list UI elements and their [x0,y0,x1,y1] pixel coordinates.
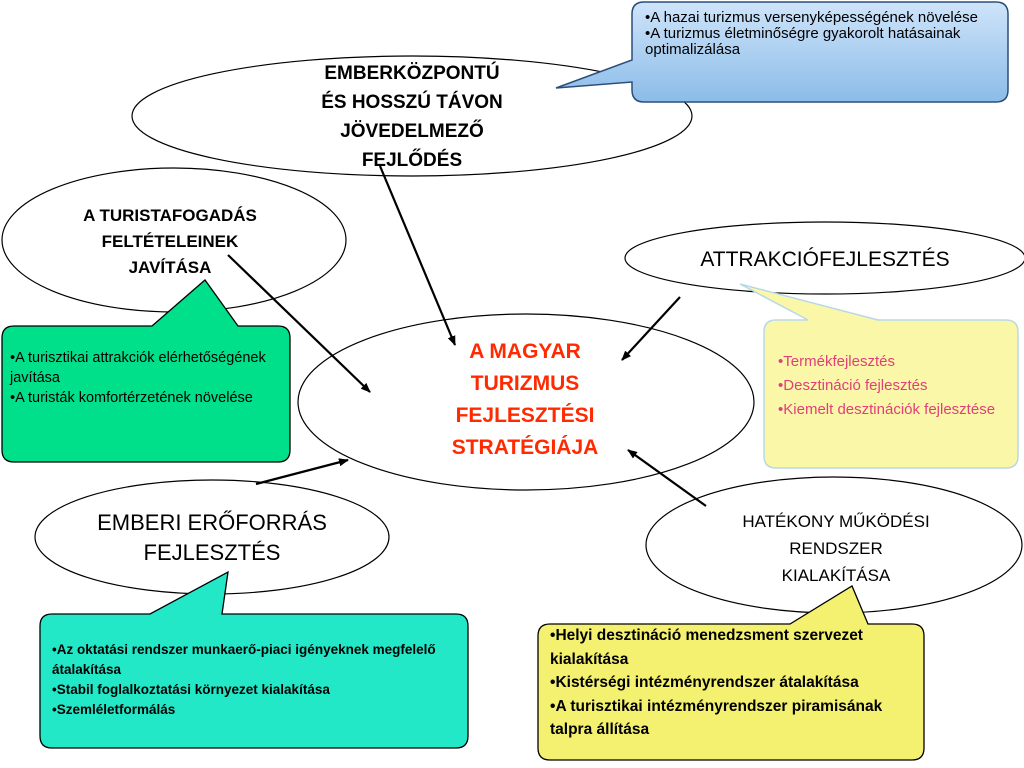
callout-item: • Helyi desztináció menedzsment szervezet kialakítása [550,624,918,671]
callout-item: • Az oktatási rendszer munkaerő-piaci igényeknek megfelelő átalakítása [52,640,460,680]
node-top-label: EMBERKÖZPONTÚ ÉS HOSSZÚ TÁVON JÖVEDELMEZŐ FEJLŐDÉS [321,63,503,171]
node-right-top-label: ATTRAKCIÓFEJLESZTÉS [700,248,950,271]
callout-right-yellow-text [778,350,1010,422]
callout-item: • Termékfejlesztés [778,350,1010,374]
arrow-top-to-center [380,166,455,345]
callout-top-right-text [645,10,1000,58]
callout-item: • Kiemelt desztinációk fejlesztése [778,398,1010,422]
callout-item: • Kistérségi intézményrendszer átalakítása [550,671,918,695]
arrow-leftbottom-to-center [256,460,348,484]
callout-item: • A turisták komfortérzetének növelése [10,388,282,408]
callout-left-green-text [10,348,282,408]
node-right-bottom-label: HATÉKONY MŰKÖDÉSI RENDSZER KIALAKÍTÁSA [742,511,930,585]
callout-item: • A turisztikai attrakciók elérhetőségének javítása [10,348,282,388]
callout-item: • A turizmus életminőségre gyakorolt hatásainak optimalizálása [645,26,1000,58]
callout-item: • A turisztikai intézményrendszer piramisának talpra állítása [550,695,918,742]
callout-item: • Stabil foglalkoztatási környezet kialakítása [52,680,460,700]
node-left-top-label: A TURISTAFOGADÁS FELTÉTELEINEK JAVÍTÁSA [83,206,257,277]
callout-item: • Szemléletformálás [52,700,460,720]
callout-item: • A hazai turizmus versenyképességének növelése [645,10,1000,26]
callout-item: • Desztináció fejlesztés [778,374,1010,398]
callout-bottom-yellow-text [550,624,918,742]
callout-bottom-cyan-text [52,640,460,720]
node-left-bottom-label: EMBERI ERŐFORRÁS FEJLESZTÉS [97,510,327,565]
center-title: A MAGYAR TURIZMUS FEJLESZTÉSI STRATÉGIÁJA [451,340,599,459]
